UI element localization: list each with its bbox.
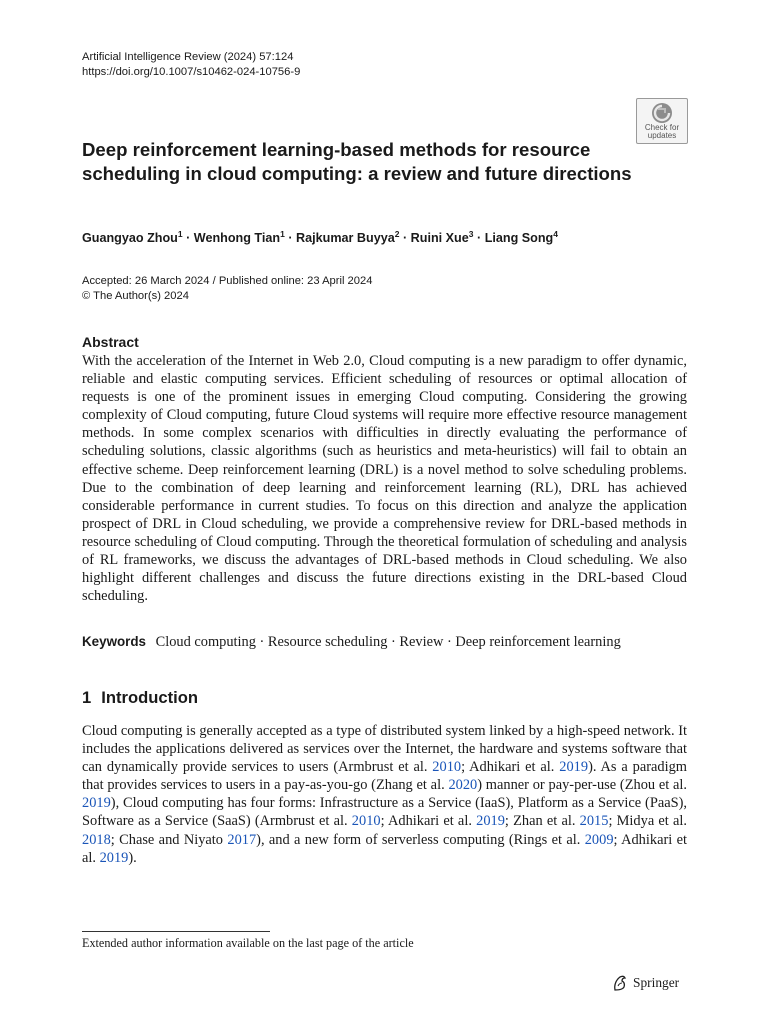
section-heading-introduction [82, 688, 198, 708]
citation-link[interactable]: 2019 [476, 813, 505, 830]
citation-link[interactable]: 2009 [584, 831, 614, 848]
author-affiliation: 1 [280, 229, 285, 239]
citation-link[interactable]: 2019 [99, 849, 129, 866]
check-for-updates-badge[interactable] [636, 98, 688, 144]
author-affiliation: 1 [177, 229, 183, 239]
section-number: 1 [82, 688, 92, 707]
journal-citation: Artificial Intelligence Review (2024) 57:124 [82, 51, 294, 63]
citation-link[interactable]: 2010 [351, 813, 381, 830]
body-text: ; Adhikari et al. [380, 813, 477, 830]
author-name[interactable]: Rajkumar Buyya [296, 231, 395, 245]
author-list [82, 231, 558, 245]
introduction-paragraph [82, 722, 687, 867]
author-affiliation: 4 [553, 229, 558, 239]
author-name[interactable]: Wenhong Tian [193, 231, 281, 245]
publication-dates: Accepted: 26 March 2024 / Published online: 23 April 2024 [82, 275, 373, 287]
body-text: ) manner or pay-per-use (Zhou et al. [477, 777, 688, 794]
copyright-notice: © The Author(s) 2024 [82, 290, 189, 302]
author-separator: · [399, 231, 411, 245]
body-text: ; Adhikari et al. [461, 759, 560, 776]
badge-label-1: Check for [644, 123, 680, 132]
author-name[interactable]: Liang Song [484, 231, 554, 245]
keywords-text: Cloud computing · Resource scheduling · Review · Deep reinforcement learning [155, 634, 621, 650]
body-text: ), Cloud computing has four forms: Infrastructure as a Service (IaaS), Platform as a Service (PaaS), Software as a Service (SaaS) (Armbrust et al. [82, 795, 687, 830]
body-text: ). [128, 849, 137, 866]
body-text: ; Chase and Niyato [110, 831, 228, 848]
author-affiliation: 2 [394, 229, 400, 239]
publication-info [82, 274, 372, 304]
citation-link[interactable]: 2018 [82, 831, 111, 848]
author-separator: · [473, 231, 485, 245]
body-text: ; Zhan et al. [504, 813, 580, 830]
badge-label-2: updates [647, 131, 677, 140]
abstract-text: With the acceleration of the Internet in Web 2.0, Cloud computing is a new paradigm to offer dynamic, reliable and elastic computing services. Efficient scheduling of resources or optimal allocation of requests is one of the prominent issues in emerging Cloud computing. Considering the growing complexity of Cloud computing, future Cloud systems will require more effective resource management methods. In some complex scenarios with difficulties in directly evaluating the performance of scheduling solutions, classic algorithms (such as heuristics and meta-heuristics) will fail to obtain an effective scheme. Deep reinforcement learning (DRL) is a novel method to solve scheduling problems. Due to the combination of deep learning and reinforcement learning (RL), DRL has achieved considerable performance in current studies. To focus on this direction and analyze the application prospect of DRL in Cloud scheduling, we provide a comprehensive review for DRL-based methods in resource scheduling of Cloud computing. Through the theoretical formulation of scheduling and analysis of RL frameworks, we discuss the advantages of DRL-based methods in Cloud scheduling. We also highlight different challenges and discuss the future directions existing in the DRL-based Cloud scheduling. [82, 353, 687, 605]
check-updates-icon [650, 102, 674, 124]
author-separator: · [182, 231, 194, 245]
body-text: ). As a paradigm that provides services to users in a pay-as-you-go (Zhang et al. [82, 759, 687, 794]
author-affiliation: 3 [468, 229, 474, 239]
body-text: ), and a new form of serverless computing (Rings et al. [256, 831, 585, 848]
footnote-text: Extended author information available on the last page of the article [82, 936, 414, 950]
footnote-divider [82, 931, 270, 932]
citation-link[interactable]: 2019 [559, 759, 589, 776]
citation-link[interactable]: 2020 [448, 777, 478, 794]
citation-link[interactable]: 2010 [432, 759, 462, 776]
author-name[interactable]: Guangyao Zhou [82, 231, 178, 245]
body-text: Cloud computing is generally accepted as a type of distributed system linked by a high-speed network. It includes the applications delivered as services over the Internet, the hardware and systems software that can dynamically provide services to users (Armbrust et al. [82, 723, 687, 776]
springer-horse-icon [611, 974, 629, 992]
citation-link[interactable]: 2019 [82, 795, 111, 812]
citation-link[interactable]: 2015 [579, 813, 609, 830]
body-text: ; Midya et al. [608, 813, 687, 830]
author-name[interactable]: Ruini Xue [410, 231, 469, 245]
paper-title: Deep reinforcement learning-based methods for resource scheduling in cloud computing: a review and future directions [82, 139, 632, 184]
abstract-heading: Abstract [82, 334, 139, 350]
keywords-label: Keywords [82, 634, 146, 649]
journal-header [82, 50, 300, 80]
section-title: Introduction [101, 688, 199, 707]
citation-link[interactable]: 2017 [227, 831, 257, 848]
keywords-line [82, 634, 621, 651]
publisher-name: Springer [633, 975, 680, 990]
doi-link[interactable]: https://doi.org/10.1007/s10462-024-10756-9 [82, 66, 301, 78]
author-separator: · [284, 231, 297, 245]
body-text: ; Adhikari et al. [82, 831, 687, 866]
